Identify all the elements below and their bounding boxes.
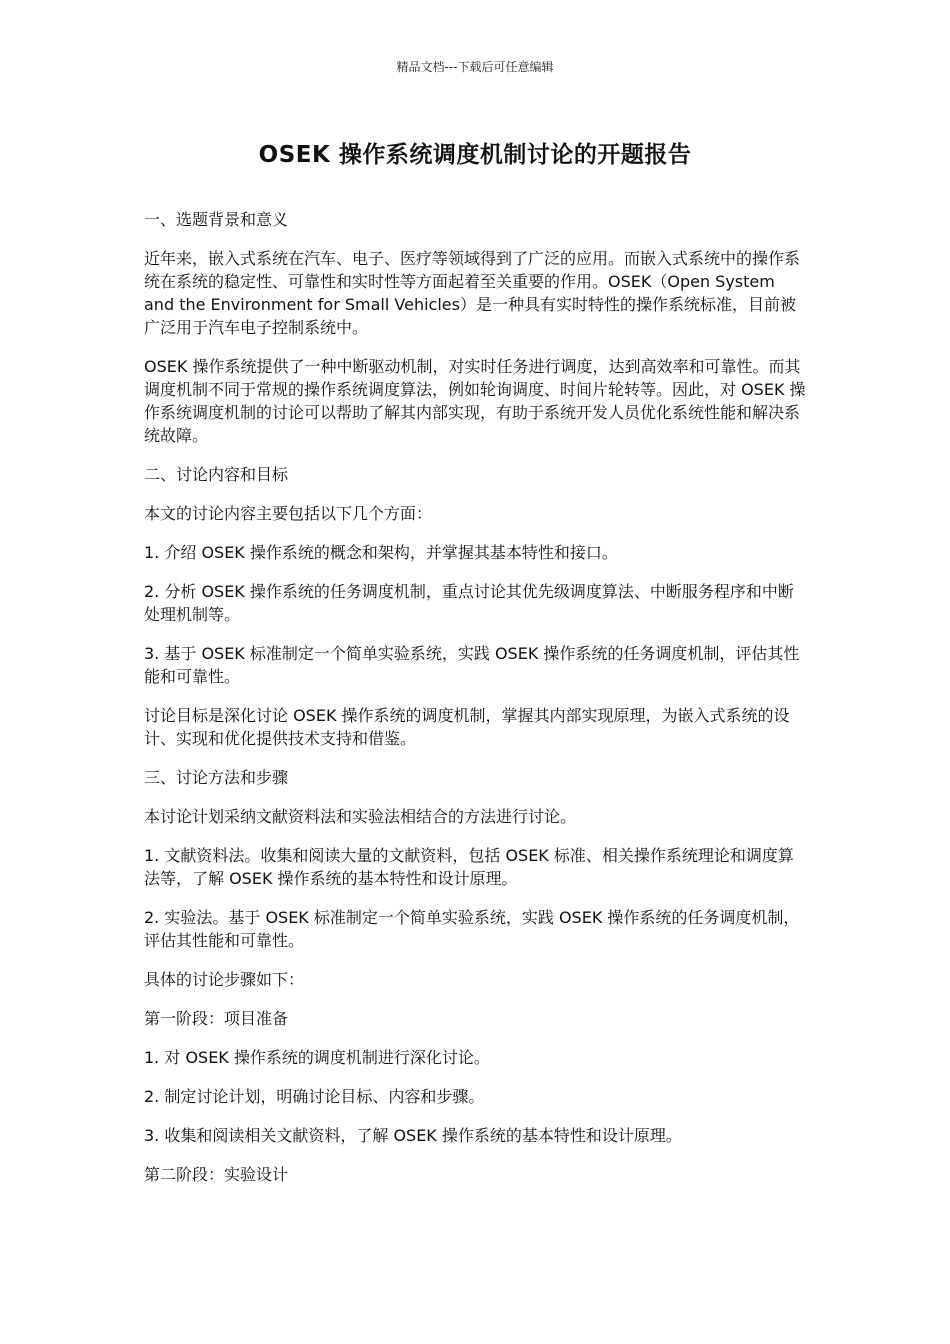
paragraph: 具体的讨论步骤如下： bbox=[144, 970, 305, 989]
list-item: 2. 制定讨论计划，明确讨论目标、内容和步骤。 bbox=[144, 1087, 485, 1106]
stage-heading: 第二阶段：实验设计 bbox=[144, 1165, 289, 1184]
paragraph: 本文的讨论内容主要包括以下几个方面： bbox=[144, 504, 433, 523]
document-body bbox=[144, 208, 808, 1202]
list-item: 1. 文献资料法。收集和阅读大量的文献资料，包括 OSEK 标准、相关操作系统理论和调度算法等，了解 OSEK 操作系统的基本特性和设计原理。 bbox=[144, 846, 794, 888]
list-item: 3. 基于 OSEK 标准制定一个简单实验系统，实践 OSEK 操作系统的任务调度机制，评估其性能和可靠性。 bbox=[144, 644, 800, 686]
stage-heading: 第一阶段：项目准备 bbox=[144, 1009, 289, 1028]
paragraph: 讨论目标是深化讨论 OSEK 操作系统的调度机制，掌握其内部实现原理，为嵌入式系统的设计、实现和优化提供技术支持和借鉴。 bbox=[144, 706, 790, 748]
section-heading-background: 一、选题背景和意义 bbox=[144, 210, 289, 229]
list-item: 1. 介绍 OSEK 操作系统的概念和架构，并掌握其基本特性和接口。 bbox=[144, 543, 618, 562]
document-title: OSEK 操作系统调度机制讨论的开题报告 bbox=[258, 142, 692, 168]
paragraph: OSEK 操作系统提供了一种中断驱动机制，对实时任务进行调度，达到高效率和可靠性。而其调度机制不同于常规的操作系统调度算法，例如轮询调度、时间片轮转等。因此，对 OSEK 操作系统调度机制的讨论可以帮助了解其内部实现，有助于系统开发人员优化系统性能和解决系统故障。 bbox=[144, 357, 806, 445]
paragraph: 本讨论计划采纳文献资料法和实验法相结合的方法进行讨论。 bbox=[144, 807, 577, 826]
list-item: 2. 实验法。基于 OSEK 标准制定一个简单实验系统，实践 OSEK 操作系统的任务调度机制，评估其性能和可靠性。 bbox=[144, 908, 800, 950]
page-header: 精品文档---下载后可任意编辑 bbox=[396, 60, 554, 74]
section-heading-method: 三、讨论方法和步骤 bbox=[144, 768, 289, 787]
list-item: 1. 对 OSEK 操作系统的调度机制进行深化讨论。 bbox=[144, 1048, 490, 1067]
paragraph: 近年来，嵌入式系统在汽车、电子、医疗等领域得到了广泛的应用。而嵌入式系统中的操作系统在系统的稳定性、可靠性和实时性等方面起着至关重要的作用。OSEK（Open System and the Environment for Small Vehicles）是一种具有实时特性的操作系统标准，目前被广泛用于汽车电子控制系统中。 bbox=[144, 249, 801, 337]
list-item: 3. 收集和阅读相关文献资料，了解 OSEK 操作系统的基本特性和设计原理。 bbox=[144, 1126, 682, 1145]
section-heading-content: 二、讨论内容和目标 bbox=[144, 465, 289, 484]
list-item: 2. 分析 OSEK 操作系统的任务调度机制，重点讨论其优先级调度算法、中断服务程序和中断处理机制等。 bbox=[144, 582, 794, 624]
